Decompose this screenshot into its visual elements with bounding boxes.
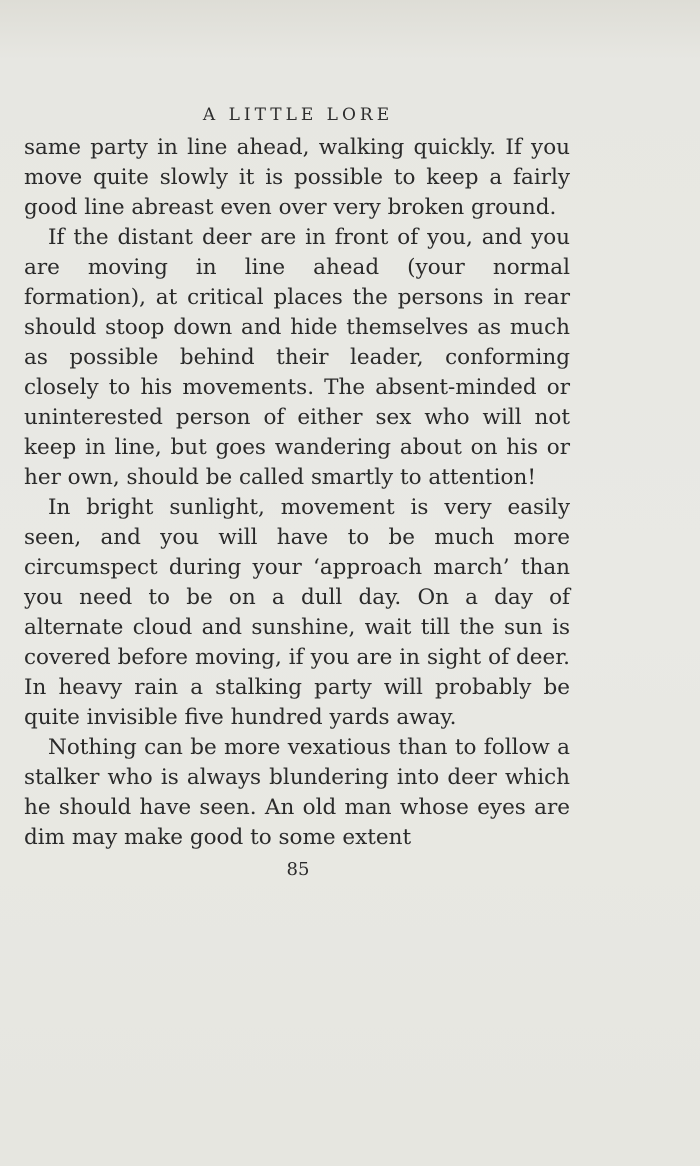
paragraph-2: If the distant deer are in front of you, and you are moving in line ahead (your normal formation), at critical places the persons in rear should stoop down and hide themselves as much as possible behind their leader, conforming closely to his movements. The absent-minded or uninterested person of either sex who will not keep in line, but goes wandering about on his or her own, should be called smartly to attention!	[24, 225, 570, 490]
paragraph-4: Nothing can be more vexatious than to follow a stalker who is always blundering into deer which he should have seen. An old man whose eyes are dim may make good to some extent	[24, 735, 570, 850]
book-page	[24, 97, 570, 885]
paragraph-1: same party in line ahead, walking quickly. If you move quite slowly it is possible to keep a fairly good line abreast even over very broken ground.	[24, 135, 570, 220]
running-head: A LITTLE LORE	[202, 105, 394, 125]
body-text	[24, 133, 570, 853]
paragraph-3: In bright sunlight, movement is very easily seen, and you will have to be much more circumspect during your ‘approach march’ than you need to be on a dull day. On a day of alternate cloud and sunshine, wait till the sun is covered before moving, if you are in sight of deer. In heavy rain a stalking party will probably be quite invisible five hundred yards away.	[24, 495, 570, 730]
page-number: 85	[286, 859, 310, 880]
